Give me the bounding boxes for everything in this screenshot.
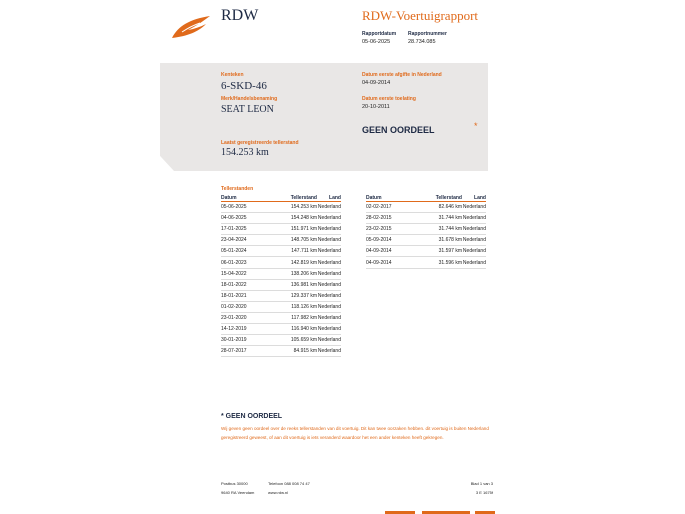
row-date: 05-01-2024 [221, 246, 271, 257]
row-odometer: 129.337 km [271, 290, 317, 301]
note-text: Wij geven geen oordeel over de reeks tellerstanden van dit voertuig. Dit kan twee oorzaken hebben. dit voertuig is buiten Nederland geregistreerd geweest, of aan dit voertuig is iets veranderd waardoor het een ander kenteken heeft gekregen. [221, 426, 489, 440]
row-country: Nederland [317, 335, 341, 346]
col-odometer: Tellerstand [271, 194, 317, 202]
odometer-row [221, 202, 341, 213]
row-country: Nederland [462, 235, 486, 246]
verdict-asterisk: * [474, 121, 478, 131]
odometer-row [366, 246, 486, 257]
row-date: 23-01-2020 [221, 312, 271, 323]
row-date: 04-09-2014 [366, 257, 416, 268]
footer-address-2: 9640 RA Veendam [221, 490, 255, 495]
row-country: Nederland [462, 224, 486, 235]
footer-web: www.rdw.nl [268, 490, 289, 495]
report-number: 28.734.085 [408, 39, 436, 45]
row-date: 14-12-2019 [221, 324, 271, 335]
row-country: Nederland [462, 257, 486, 268]
row-date: 02-02-2017 [366, 202, 416, 213]
odometer-row [366, 257, 486, 268]
row-odometer: 31.597 km [416, 246, 462, 257]
odometer-row [221, 346, 341, 357]
row-odometer: 31.744 km [416, 213, 462, 224]
row-country: Nederland [317, 268, 341, 279]
report-date: 05-06-2025 [362, 39, 391, 45]
report-date-label: Rapportdatum [362, 31, 397, 37]
col-country: Land [462, 194, 486, 202]
odometer-row [221, 324, 341, 335]
odometer-table-left [221, 194, 341, 357]
row-date: 28-07-2017 [221, 346, 271, 357]
row-country: Nederland [317, 346, 341, 357]
row-country: Nederland [317, 246, 341, 257]
rdw-logo [170, 14, 214, 40]
odometer-row [221, 290, 341, 301]
footer-phone: Telefoon 088 008 74 47 [268, 481, 310, 486]
vehicle-brand: SEAT LEON [221, 104, 274, 115]
row-country: Nederland [317, 235, 341, 246]
row-date: 17-01-2025 [221, 224, 271, 235]
col-date: Datum [366, 194, 416, 202]
row-odometer: 31.678 km [416, 235, 462, 246]
last-odometer: 154.253 km [221, 147, 269, 158]
col-country: Land [317, 194, 341, 202]
row-date: 05-06-2025 [221, 202, 271, 213]
plate-label: Kenteken [221, 72, 244, 78]
row-odometer: 31.744 km [416, 224, 462, 235]
row-country: Nederland [317, 202, 341, 213]
brand-label: Merk/Handelsbenaming [221, 96, 278, 102]
row-odometer: 31.596 km [416, 257, 462, 268]
footer-page: Blad 1 van 3 [470, 481, 493, 486]
row-date: 28-02-2015 [366, 213, 416, 224]
row-date: 04-06-2025 [221, 213, 271, 224]
first-admission-nl: 04-09-2014 [362, 80, 391, 86]
odometer-row [221, 235, 341, 246]
row-odometer: 154.253 km [271, 202, 317, 213]
row-odometer: 118.126 km [271, 301, 317, 312]
row-country: Nederland [317, 257, 341, 268]
row-odometer: 142.819 km [271, 257, 317, 268]
row-country: Nederland [317, 324, 341, 335]
odometer-row [366, 224, 486, 235]
row-date: 04-09-2014 [366, 246, 416, 257]
row-date: 18-01-2021 [221, 290, 271, 301]
last-odometer-label: Laatst geregistreerde tellerstand [221, 140, 299, 146]
odometer-row [221, 268, 341, 279]
row-odometer: 84.915 km [271, 346, 317, 357]
col-odometer: Tellerstand [416, 194, 462, 202]
vehicle-summary-card [160, 63, 488, 171]
first-admission: 20-10-2011 [362, 104, 390, 110]
row-odometer: 136.981 km [271, 279, 317, 290]
row-odometer: 148.705 km [271, 235, 317, 246]
row-country: Nederland [317, 301, 341, 312]
row-date: 18-01-2022 [221, 279, 271, 290]
row-odometer: 117.982 km [271, 312, 317, 323]
row-country: Nederland [462, 246, 486, 257]
row-country: Nederland [317, 224, 341, 235]
row-date: 23-04-2024 [221, 235, 271, 246]
report-title: RDW-Voertuigrapport [362, 8, 479, 23]
odometer-row [221, 224, 341, 235]
odometer-row [366, 213, 486, 224]
brand-name: RDW [221, 7, 259, 24]
first-admission-nl-label: Datum eerste afgifte in Nederland [362, 72, 442, 78]
row-odometer: 147.711 km [271, 246, 317, 257]
row-date: 01-02-2020 [221, 301, 271, 312]
verdict: GEEN OORDEEL [362, 125, 435, 135]
row-country: Nederland [462, 202, 486, 213]
odometer-row [221, 246, 341, 257]
odometer-row [221, 301, 341, 312]
first-admission-label: Datum eerste toelating [362, 96, 416, 102]
col-date: Datum [221, 194, 271, 202]
row-odometer: 105.659 km [271, 335, 317, 346]
row-odometer: 116.940 km [271, 324, 317, 335]
odometer-row [221, 257, 341, 268]
row-odometer: 151.971 km [271, 224, 317, 235]
row-date: 23-02-2015 [366, 224, 416, 235]
odometer-row [366, 235, 486, 246]
odometer-row [221, 279, 341, 290]
odometer-table-right [366, 194, 486, 269]
row-country: Nederland [462, 213, 486, 224]
odometer-row [221, 312, 341, 323]
row-country: Nederland [317, 312, 341, 323]
report-number-label: Rapportnummer [408, 31, 447, 37]
license-plate: 6-SKD-46 [221, 80, 267, 92]
row-country: Nederland [317, 279, 341, 290]
row-country: Nederland [317, 213, 341, 224]
odometer-row [221, 335, 341, 346]
odometer-section-title: Tellerstanden [221, 186, 254, 192]
note-title: * GEEN OORDEEL [221, 413, 283, 420]
odometer-row [221, 213, 341, 224]
footer-code: 3 E 1675f [475, 490, 493, 495]
footer-address-1: Postbus 30000 [221, 481, 248, 486]
odometer-row [366, 202, 486, 213]
row-odometer: 138.206 km [271, 268, 317, 279]
row-date: 15-04-2022 [221, 268, 271, 279]
row-date: 05-09-2014 [366, 235, 416, 246]
row-date: 06-01-2023 [221, 257, 271, 268]
row-odometer: 154.248 km [271, 213, 317, 224]
row-date: 30-01-2019 [221, 335, 271, 346]
row-odometer: 82.646 km [416, 202, 462, 213]
row-country: Nederland [317, 290, 341, 301]
